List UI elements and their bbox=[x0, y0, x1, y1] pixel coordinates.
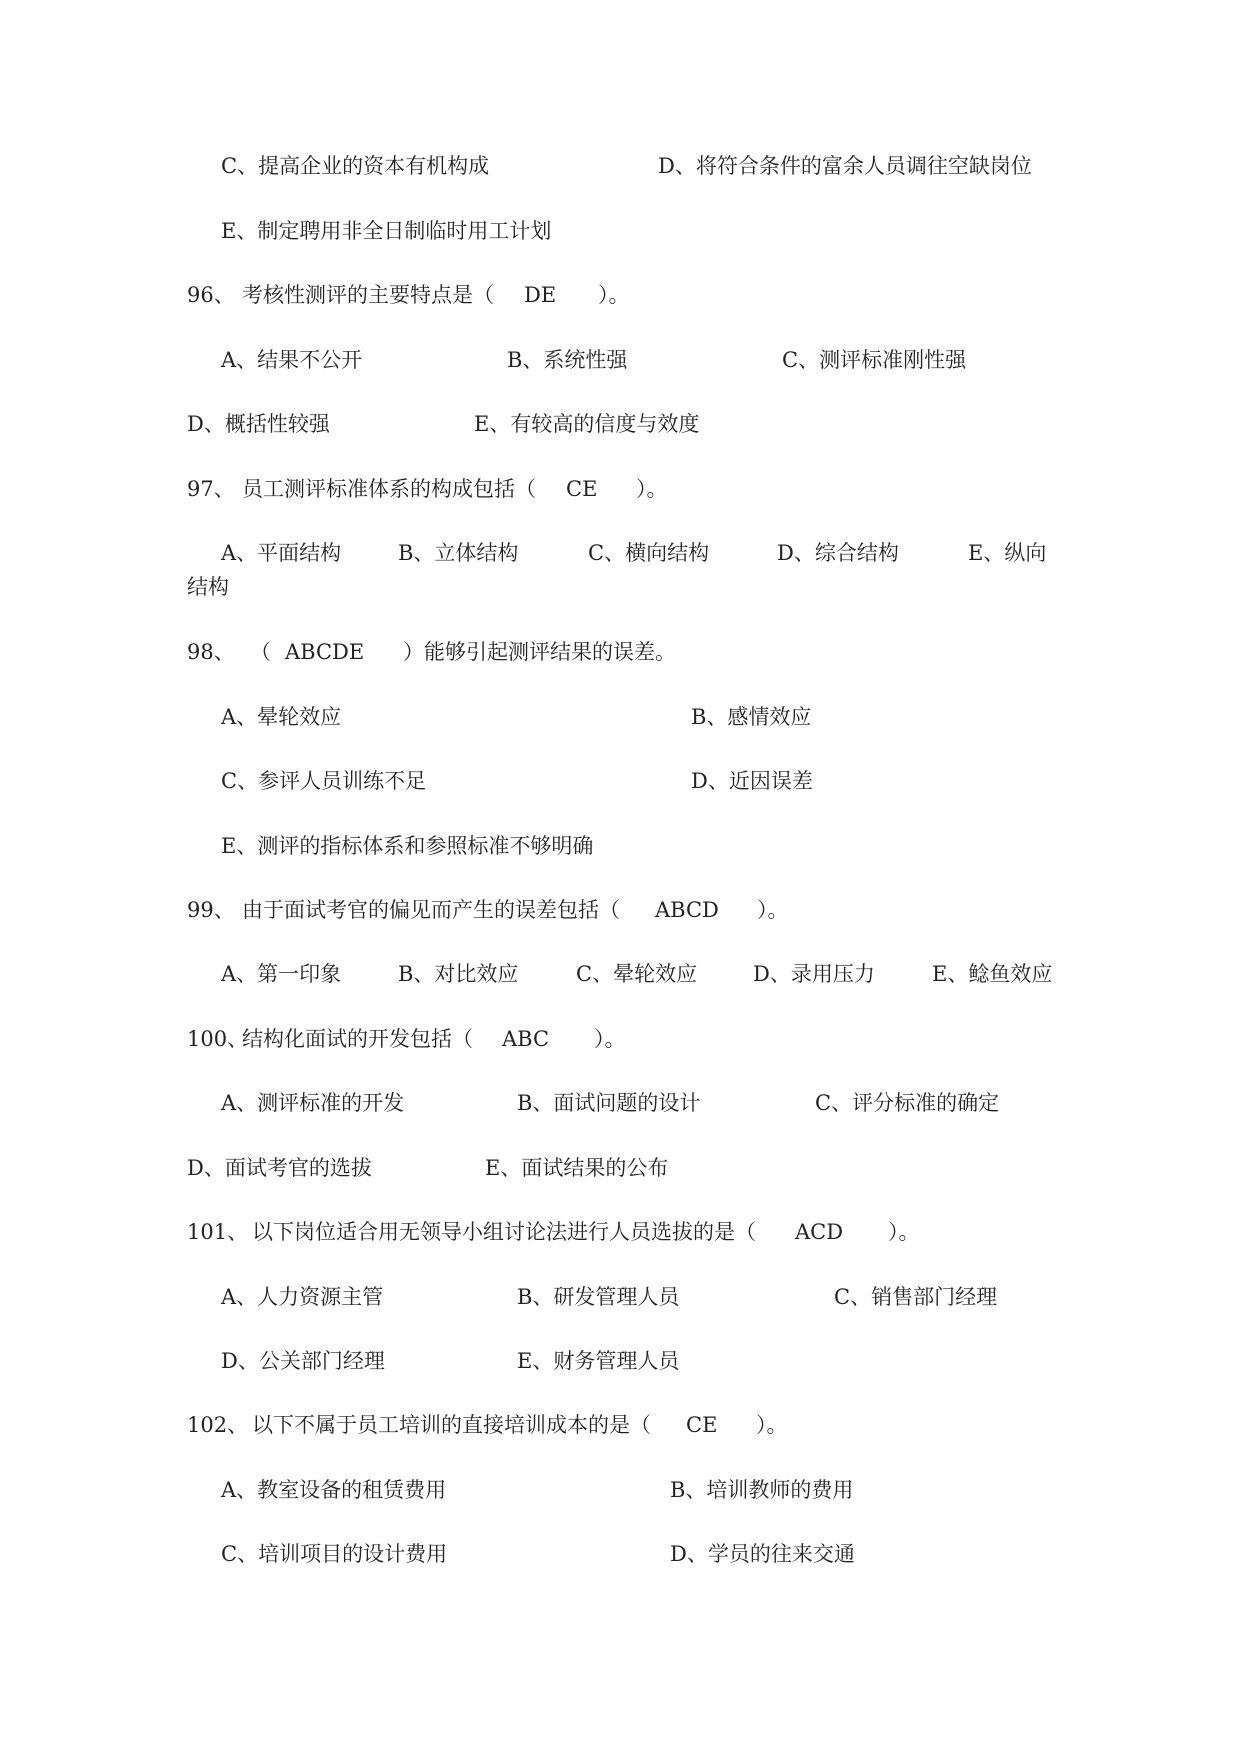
q96-option-e: E、有较高的信度与效度 bbox=[474, 412, 700, 436]
q100-stem-close: ）。 bbox=[594, 1027, 626, 1051]
q99-option-c: C、晕轮效应 bbox=[576, 962, 698, 986]
q100-option-c: C、评分标准的确定 bbox=[815, 1091, 1000, 1115]
q101-option-c: C、销售部门经理 bbox=[834, 1285, 998, 1309]
q99-answer: ABCD bbox=[655, 898, 719, 922]
q100-number: 100、 bbox=[187, 1027, 249, 1051]
q97-option-a: A、平面结构 bbox=[221, 541, 342, 565]
q101-stem-text: 以下岗位适合用无领导小组讨论法进行人员选拔的是（ bbox=[252, 1220, 756, 1244]
q98-stem-text: ）能够引起测评结果的误差。 bbox=[403, 640, 676, 664]
q97-stem bbox=[0, 469, 1241, 509]
q98-answer: ABCDE bbox=[285, 640, 365, 664]
q99-stem-text: 由于面试考官的偏见而产生的误差包括（ bbox=[242, 898, 620, 922]
q98-option-d: D、近因误差 bbox=[691, 769, 813, 793]
q101-option-e: E、财务管理人员 bbox=[517, 1349, 680, 1373]
q98-stem-open: （ bbox=[250, 640, 271, 664]
q96-number: 96、 bbox=[187, 283, 235, 307]
q96-stem-close: ）。 bbox=[598, 283, 630, 307]
q98-options-row-2 bbox=[0, 761, 1241, 801]
q101-options-row-1 bbox=[0, 1277, 1241, 1317]
q102-option-a: A、教室设备的租赁费用 bbox=[221, 1478, 447, 1502]
q98-number: 98、 bbox=[187, 640, 235, 664]
q99-stem bbox=[0, 890, 1241, 930]
q95-option-c: C、提高企业的资本有机构成 bbox=[221, 154, 490, 178]
q97-stem-close: ）。 bbox=[636, 477, 668, 501]
q99-option-e: E、鲶鱼效应 bbox=[932, 962, 1053, 986]
q100-option-d: D、面试考官的选拔 bbox=[187, 1156, 372, 1180]
q98-option-b: B、感情效应 bbox=[691, 705, 812, 729]
q99-option-a: A、第一印象 bbox=[221, 962, 342, 986]
q95-option-e: E、制定聘用非全日制临时用工计划 bbox=[221, 219, 552, 243]
q101-option-d: D、公关部门经理 bbox=[221, 1349, 385, 1373]
q96-option-d: D、概括性较强 bbox=[187, 412, 330, 436]
q99-option-b: B、对比效应 bbox=[398, 962, 519, 986]
q102-option-d: D、学员的往来交通 bbox=[670, 1542, 855, 1566]
q101-options-row-2 bbox=[0, 1341, 1241, 1381]
q95-options-row-2 bbox=[0, 211, 1241, 251]
q102-answer: CE bbox=[686, 1413, 718, 1437]
q98-option-e: E、测评的指标体系和参照标准不够明确 bbox=[221, 834, 594, 858]
q96-stem bbox=[0, 275, 1241, 315]
q101-answer: ACD bbox=[795, 1220, 844, 1244]
q98-stem bbox=[0, 632, 1241, 672]
q100-option-b: B、面试问题的设计 bbox=[517, 1091, 701, 1115]
q96-options-row-1 bbox=[0, 340, 1241, 380]
q99-stem-close: ）。 bbox=[757, 898, 789, 922]
q97-number: 97、 bbox=[187, 477, 235, 501]
q100-option-e: E、面试结果的公布 bbox=[485, 1156, 669, 1180]
q97-option-e-wrap: 结构 bbox=[187, 575, 229, 599]
q99-option-d: D、录用压力 bbox=[753, 962, 875, 986]
q100-options-row-1 bbox=[0, 1083, 1241, 1123]
q97-answer: CE bbox=[566, 477, 598, 501]
q102-options-row-2 bbox=[0, 1534, 1241, 1574]
q102-stem bbox=[0, 1405, 1241, 1445]
q100-stem-text: 结构化面试的开发包括（ bbox=[242, 1027, 473, 1051]
q102-option-c: C、培训项目的设计费用 bbox=[221, 1542, 448, 1566]
q97-option-e: E、纵向 bbox=[968, 541, 1047, 565]
q95-option-d: D、将符合条件的富余人员调往空缺岗位 bbox=[658, 154, 1032, 178]
q97-option-d: D、综合结构 bbox=[777, 541, 899, 565]
q101-option-b: B、研发管理人员 bbox=[517, 1285, 680, 1309]
q102-stem-text: 以下不属于员工培训的直接培训成本的是（ bbox=[252, 1413, 651, 1437]
q96-stem-text: 考核性测评的主要特点是（ bbox=[242, 283, 494, 307]
q99-number: 99、 bbox=[187, 898, 235, 922]
q98-option-c: C、参评人员训练不足 bbox=[221, 769, 427, 793]
q97-option-b: B、立体结构 bbox=[398, 541, 519, 565]
q96-option-b: B、系统性强 bbox=[507, 348, 628, 372]
q102-stem-close: ）。 bbox=[756, 1413, 788, 1437]
q97-option-c: C、横向结构 bbox=[588, 541, 710, 565]
q101-option-a: A、人力资源主管 bbox=[221, 1285, 384, 1309]
q102-number: 102、 bbox=[187, 1413, 249, 1437]
q100-answer: ABC bbox=[502, 1027, 550, 1051]
q96-options-row-2 bbox=[0, 404, 1241, 444]
q101-stem-close: ）。 bbox=[888, 1220, 920, 1244]
q102-options-row-1 bbox=[0, 1470, 1241, 1510]
q100-option-a: A、测评标准的开发 bbox=[221, 1091, 405, 1115]
q96-option-a: A、结果不公开 bbox=[221, 348, 363, 372]
q97-stem-text: 员工测评标准体系的构成包括（ bbox=[242, 477, 536, 501]
q97-options bbox=[0, 536, 1241, 604]
q96-option-c: C、测评标准刚性强 bbox=[782, 348, 967, 372]
q99-options bbox=[0, 954, 1241, 994]
q102-option-b: B、培训教师的费用 bbox=[670, 1478, 854, 1502]
q98-option-a: A、晕轮效应 bbox=[221, 705, 342, 729]
q100-options-row-2 bbox=[0, 1148, 1241, 1188]
q100-stem bbox=[0, 1019, 1241, 1059]
q101-stem bbox=[0, 1212, 1241, 1252]
q98-options-row-1 bbox=[0, 697, 1241, 737]
q98-options-row-3 bbox=[0, 826, 1241, 866]
q96-answer: DE bbox=[524, 283, 557, 307]
q101-number: 101、 bbox=[187, 1220, 249, 1244]
q95-options-row-1 bbox=[0, 146, 1241, 186]
